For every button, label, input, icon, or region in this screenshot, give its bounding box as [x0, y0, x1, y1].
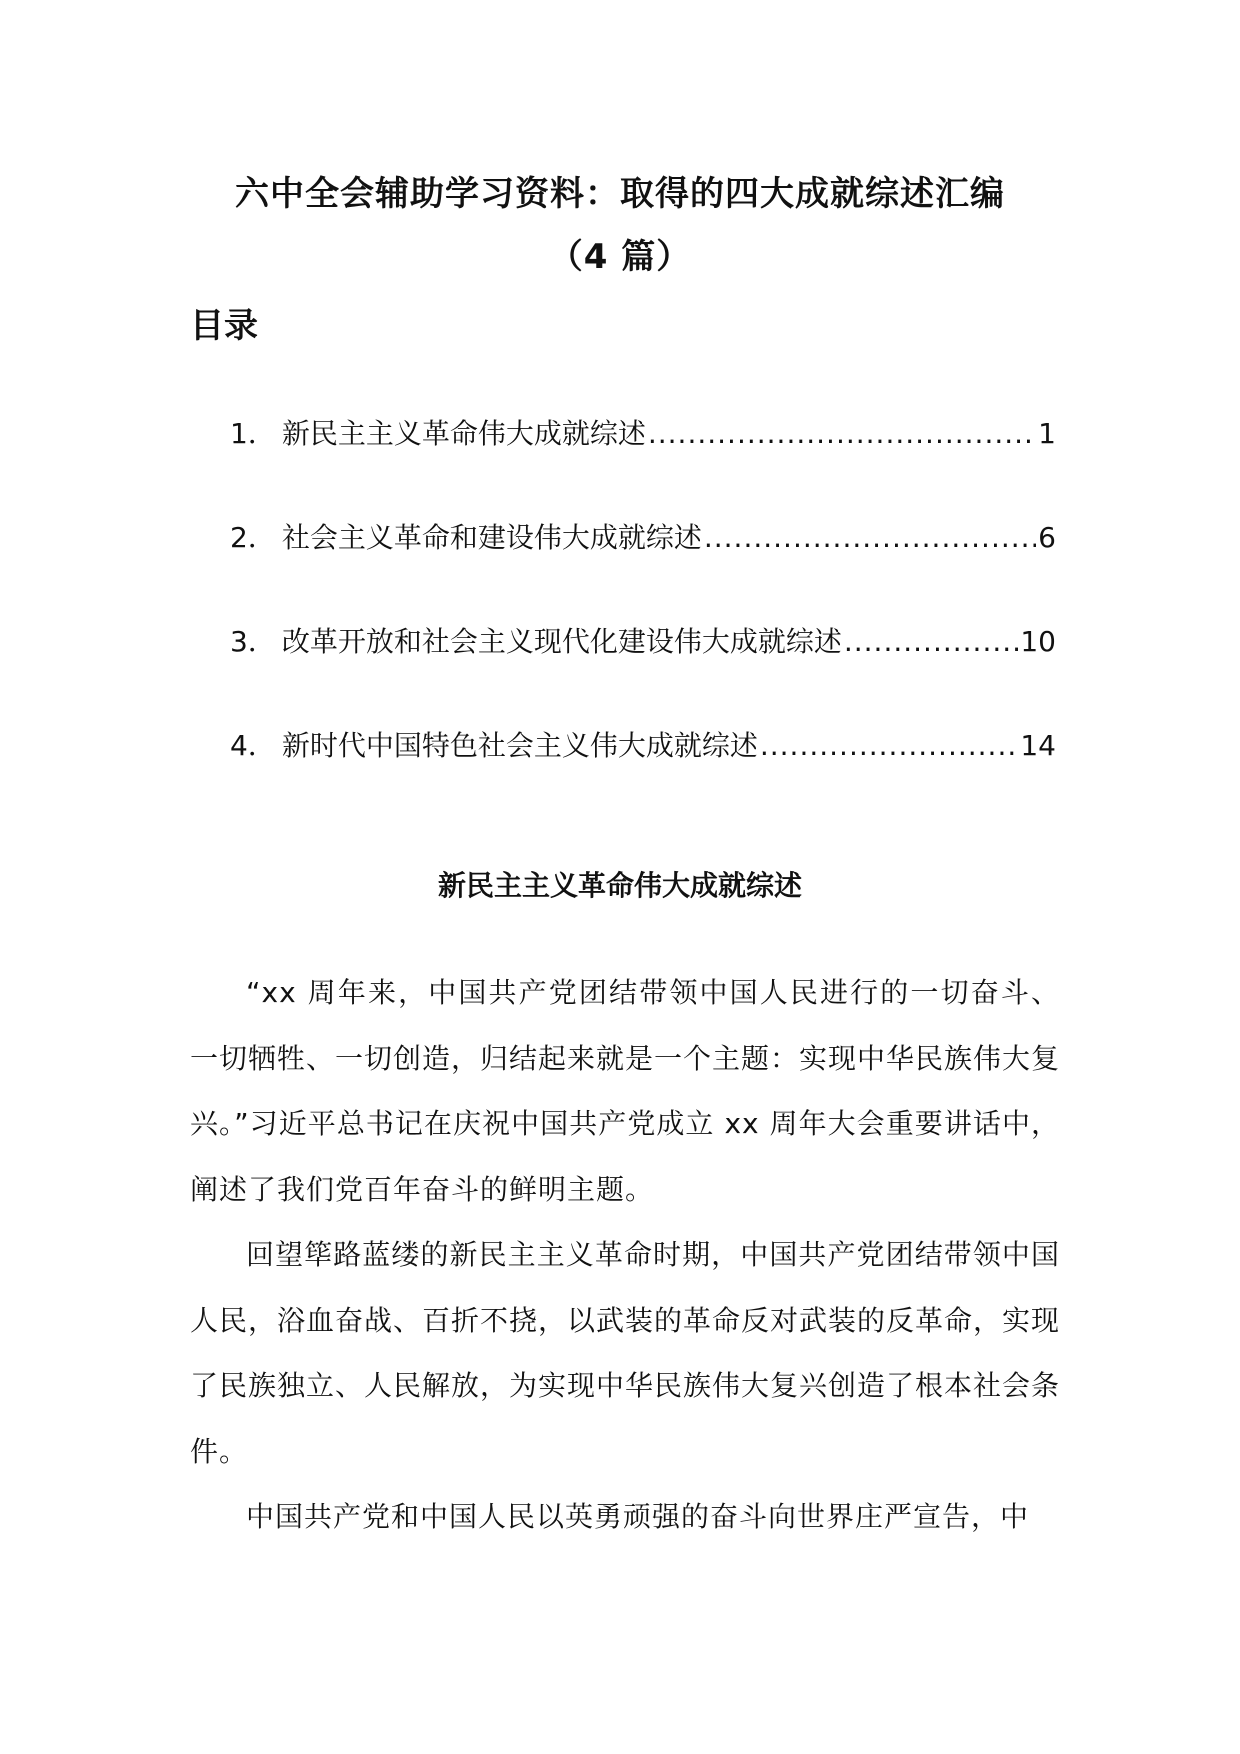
document-title: 六中全会辅助学习资料：取得的四大成就综述汇编: [235, 174, 1005, 214]
toc-entry-title: 改革开放和社会主义现代化建设伟大成就综述: [281, 625, 842, 658]
toc-entry-page: 1: [1038, 417, 1056, 450]
toc-leader-dots: [844, 622, 1019, 662]
toc-entry-number: 1．: [230, 417, 276, 450]
toc-entry-number: 2．: [230, 521, 276, 554]
table-of-contents: [230, 414, 1056, 830]
toc-entry-page: 10: [1020, 625, 1056, 658]
toc-entry-title: 新时代中国特色社会主义伟大成就综述: [281, 729, 758, 762]
toc-entry[interactable]: [230, 518, 1056, 558]
toc-leader-dots: [760, 726, 1019, 766]
toc-entry-page: 14: [1020, 729, 1056, 762]
toc-entry-title: 新民主主义革命伟大成就综述: [281, 417, 646, 450]
toc-entry-title: 社会主义革命和建设伟大成就综述: [281, 521, 702, 554]
paragraph: 回望筚路蓝缕的新民主主义革命时期，中国共产党团结带领中国人民，浴血奋战、百折不挠，以武装的革命反对武装的反革命，实现了民族独立、人民解放，为实现中华民族伟大复兴创造了根本社会条件。: [190, 1238, 1061, 1468]
toc-leader-dots: [648, 414, 1036, 454]
toc-entry-page: 6: [1038, 521, 1056, 554]
toc-entry[interactable]: [230, 622, 1056, 662]
toc-entry-number: 4．: [230, 729, 276, 762]
section-heading: 新民主主义革命伟大成就综述: [437, 869, 802, 902]
toc-entry[interactable]: [230, 414, 1056, 454]
toc-entry-number: 3．: [230, 625, 276, 658]
document-title-count: （4 篇）: [548, 237, 692, 277]
body-text: [190, 960, 1060, 1550]
paragraph: 中国共产党和中国人民以英勇顽强的奋斗向世界庄严宣告，中: [246, 1500, 1030, 1533]
paragraph: “xx 周年来，中国共产党团结带领中国人民进行的一切奋斗、一切牺牲、一切创造，归结起来就是一个主题：实现中华民族伟大复兴。”习近平总书记在庆祝中国共产党成立 xx 周年大会重要讲话中，阐述了我们党百年奋斗的鲜明主题。: [190, 976, 1061, 1206]
toc-entry[interactable]: [230, 726, 1056, 766]
toc-heading: 目录: [190, 306, 258, 346]
toc-leader-dots: [704, 518, 1036, 558]
